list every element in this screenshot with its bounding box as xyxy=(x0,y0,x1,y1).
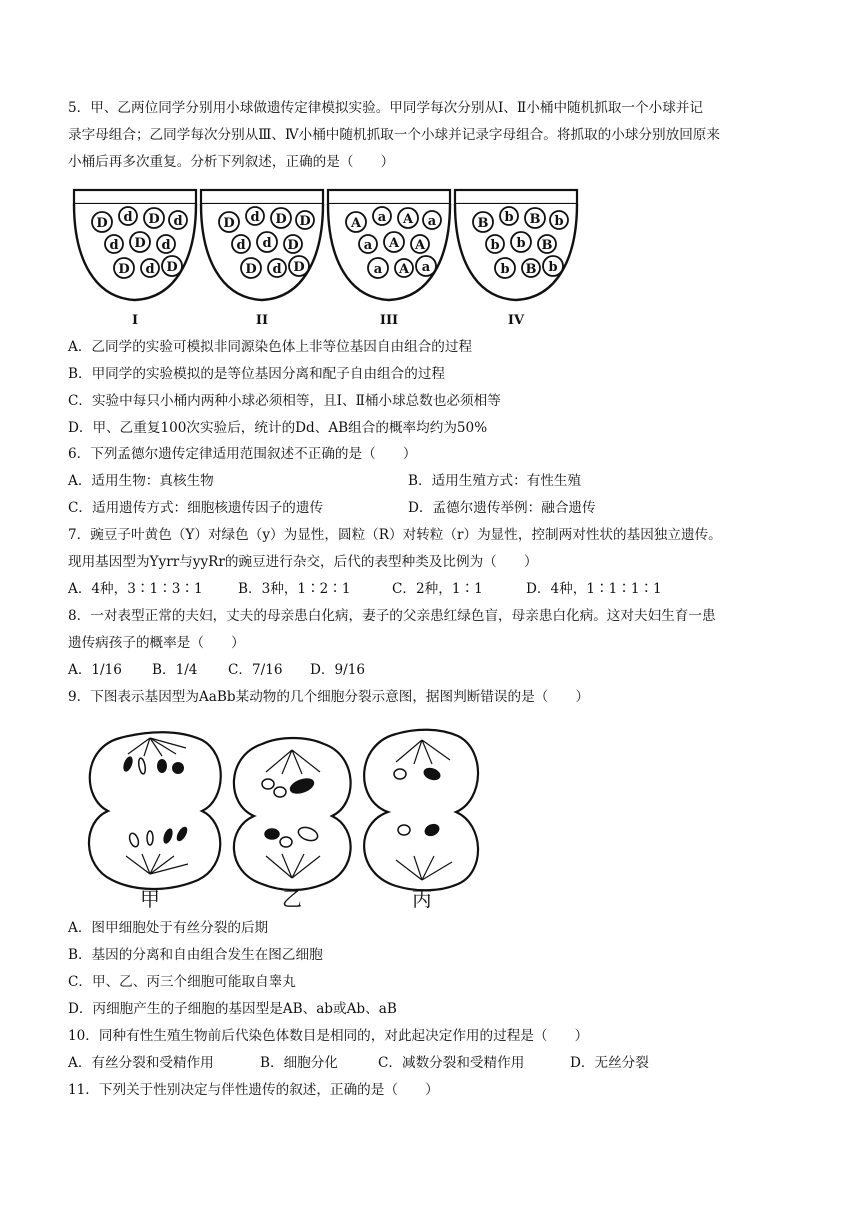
bucket-label: II xyxy=(255,313,269,328)
q7-stem-line-2: 现用基因型为Yyrr与yyRr的豌豆进行杂交，后代的表型种类及比例为（ ） xyxy=(68,554,538,570)
q10-option-b: B．细胞分化 xyxy=(260,1055,338,1071)
ball-letter: D xyxy=(293,260,305,275)
ball-letter: A xyxy=(350,216,362,231)
q11-stem: 11．下列关于性别决定与伴性遗传的叙述，正确的是（ ） xyxy=(68,1082,439,1098)
q6-option-c: C．适用遗传方式：细胞核遗传因子的遗传 xyxy=(68,500,324,516)
q6-option-a: A．适用生物：真核生物 xyxy=(68,473,214,489)
bucket-figure xyxy=(70,178,590,334)
q8-option-a: A．1/16 xyxy=(68,662,122,678)
ball-letter: a xyxy=(373,262,383,277)
q10-option-d: D．无丝分裂 xyxy=(570,1055,649,1071)
ball-letter: d xyxy=(145,262,155,277)
ball-letter: A xyxy=(388,236,400,251)
ball-letter: a xyxy=(427,214,437,229)
q9-option-c: C．甲、乙、丙三个细胞可能取自睾丸 xyxy=(68,974,296,990)
bucket-label: III xyxy=(379,313,399,328)
q5-stem-line-3: 小桶后再多次重复。分析下列叙述，正确的是（ ） xyxy=(68,154,395,170)
q5-stem-line-1: 5．甲、乙两位同学分别用小球做遗传定律模拟实验。甲同学每次分别从Ⅰ、Ⅱ小桶中随机抓取一个小球并记 xyxy=(68,100,703,116)
ball-letter: D xyxy=(118,262,130,277)
ball-letter: d xyxy=(272,262,282,277)
cell-label-bing: 丙 xyxy=(412,887,432,911)
ball-letter: D xyxy=(223,216,235,231)
q7-option-c: C．2种，1∶1 xyxy=(392,581,483,597)
q5-option-c: C．实验中每只小桶内两种小球必须相等，且Ⅰ、Ⅱ桶小球总数也必须相等 xyxy=(68,393,501,409)
q10-option-a: A．有丝分裂和受精作用 xyxy=(68,1055,214,1071)
ball-letter: D xyxy=(166,260,178,275)
ball-letter: D xyxy=(245,262,257,277)
q6-stem: 6．下列孟德尔遗传定律适用范围叙述不正确的是（ ） xyxy=(68,446,417,462)
q5-option-b: B．甲同学的实验模拟的是等位基因分离和配子自由组合的过程 xyxy=(68,366,446,382)
q9-stem: 9．下图表示基因型为AaBb某动物的几个细胞分裂示意图，据图判断错误的是（ ） xyxy=(68,689,590,705)
q7-stem-line-1: 7．豌豆子叶黄色（Y）对绿色（y）为显性，圆粒（R）对转粒（r）为显性，控制两对性状的基因独立遗传。 xyxy=(68,527,722,543)
q8-option-c: C．7/16 xyxy=(228,662,283,678)
ball-letter: d xyxy=(236,238,246,253)
ball-letter: D xyxy=(96,216,108,231)
ball-letter: d xyxy=(161,238,171,253)
cell-label-yi: 乙 xyxy=(282,887,302,911)
q5-stem-line-2: 录字母组合；乙同学每次分别从Ⅲ、Ⅳ小桶中随机抓取一个小球并记录字母组合。将抓取的小球分别放回原来 xyxy=(68,127,720,143)
ball-letter: A xyxy=(414,238,426,253)
ball-letter: A xyxy=(402,212,414,227)
q6-option-b: B．适用生殖方式：有性生殖 xyxy=(408,473,582,489)
ball-letter: a xyxy=(377,210,387,225)
ball-letter: d xyxy=(250,210,260,225)
q9-option-d: D．丙细胞产生的子细胞的基因型是AB、ab或Ab、aB xyxy=(68,1001,397,1017)
ball-letter: d xyxy=(109,238,119,253)
ball-letter: b xyxy=(554,214,564,229)
q5-option-d: D．甲、乙重复100次实验后，统计的Dd、AB组合的概率均约为50% xyxy=(68,420,488,436)
ball-letter: B xyxy=(477,216,489,231)
ball-letter: b xyxy=(504,210,514,225)
ball-letter: b xyxy=(500,262,510,277)
ball-letter: D xyxy=(275,212,287,227)
bucket-label: IV xyxy=(507,313,525,328)
q5-option-a: A．乙同学的实验可模拟非同源染色体上非等位基因自由组合的过程 xyxy=(68,339,473,355)
ball-letter: D xyxy=(148,212,160,227)
ball-letter: b xyxy=(548,260,558,275)
q8-stem-line-1: 8．一对表型正常的夫妇，丈夫的母亲患白化病，妻子的父亲患红绿色盲，母亲患白化病。这对夫妇生育一患 xyxy=(68,608,716,624)
ball-letter: D xyxy=(134,236,146,251)
q7-option-a: A．4种，3∶1∶3∶1 xyxy=(68,581,203,597)
ball-letter: a xyxy=(363,238,373,253)
ball-letter: d xyxy=(123,210,133,225)
cell-division-figure xyxy=(70,716,490,912)
ball-letter: B xyxy=(525,262,537,277)
ball-letter: B xyxy=(529,212,541,227)
ball-letter: D xyxy=(287,238,299,253)
q8-stem-line-2: 遗传病孩子的概率是（ ） xyxy=(68,635,245,651)
ball-letter: d xyxy=(262,236,272,251)
ball-letter: b xyxy=(490,238,500,253)
q9-option-b: B．基因的分离和自由组合发生在图乙细胞 xyxy=(68,947,323,963)
q10-stem: 10．同种有性生殖生物前后代染色体数目是相同的，对此起决定作用的过程是（ ） xyxy=(68,1028,589,1044)
ball-letter: D xyxy=(299,214,311,229)
ball-letter: a xyxy=(421,260,431,275)
q7-option-b: B．3种，1∶2∶1 xyxy=(238,581,351,597)
q9-option-a: A．图甲细胞处于有丝分裂的后期 xyxy=(68,920,269,936)
q8-option-b: B．1/4 xyxy=(152,662,198,678)
ball-letter: B xyxy=(541,238,553,253)
q6-option-d: D．孟德尔遗传举例：融合遗传 xyxy=(408,500,596,516)
ball-letter: d xyxy=(173,214,183,229)
bucket-label: I xyxy=(131,313,139,328)
ball-letter: b xyxy=(516,236,526,251)
cell-label-jia: 甲 xyxy=(140,887,160,911)
q8-option-d: D．9/16 xyxy=(310,662,366,678)
ball-letter: A xyxy=(398,262,410,277)
q10-option-c: C．减数分裂和受精作用 xyxy=(378,1055,525,1071)
q7-option-d: D．4种，1∶1∶1∶1 xyxy=(526,581,662,597)
